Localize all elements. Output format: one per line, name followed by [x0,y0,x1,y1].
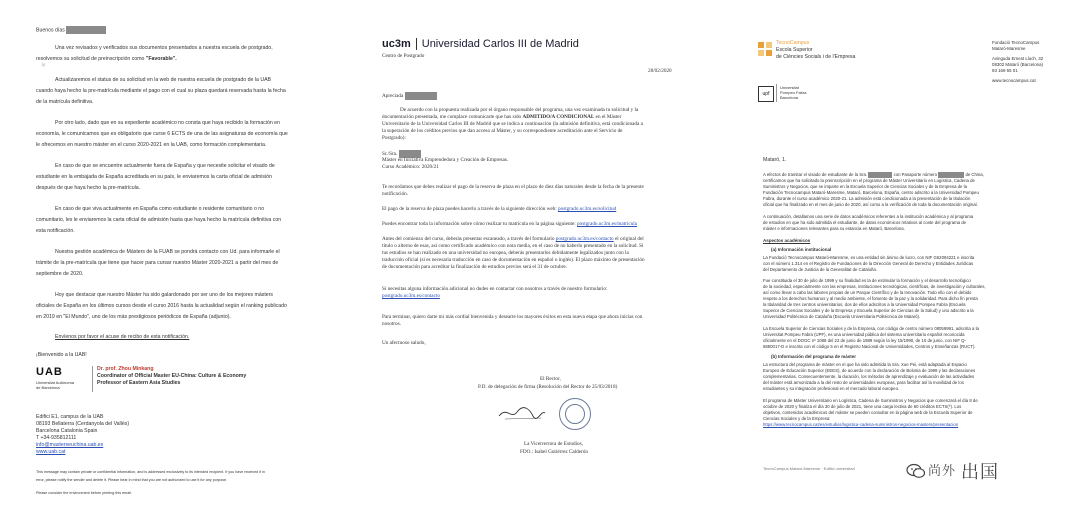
para-line: Fabra, durante el curso académico 2020-21. La admisión está condicionada a la presentación de la titulación [763,196,971,201]
para-line: con el número 1.314 en el Registro de Fundaciones de la Dirección General de Derecho y Entidades Jurídicas [763,261,974,266]
disclaimer: error, please notify the sender and delete it. Please bear in mind that you are not authorized to use it for any purpose. [36,478,228,482]
para-line: El pago de la reserva de plaza puedes hacerlo a través de la siguiente dirección web: postgrado.uc3m.es/solicitud [382,206,617,212]
address-line: T +34-935812111 [36,435,77,441]
upf-logo-icon: upf [758,86,774,102]
address-line: Barcelona Catalonia Spain [36,428,98,434]
para-line: en 2019 en "El Mundo", uno de los más prestigiosos periódicos de España (adjunto). [36,314,231,320]
closing: Un afectuoso saludo, [382,340,426,346]
uc3m-logo: uc3m [382,38,411,50]
para-line: En caso de que viva actualmente en España como estudiante o residente comunitario o no [55,206,265,212]
para-line: septiembre de 2020. [36,271,84,277]
para-line: 5850017-D e inscrita con el código 5 en el Registro Nacional de Universidades, Centros y Enseñanzas (RUCT). [763,344,976,349]
uab-logo: UAB [36,366,63,378]
para-line: esta notificación. [36,228,75,234]
para-line: Universitario de la Universidad Carlos III de Madrid que se indica a continuación (la admisión definitiva, está condicionada a [382,121,643,127]
para-line: Nuestra gestión académica de Másters de la FUAB se pondrá contacto con Ud. para informarle el [55,249,280,255]
signer-title: La Vicerrectora de Estudios, [524,441,583,447]
address-line: 08302 Mataró (Barcelona) [992,62,1044,67]
para-line: de la sociedad, especialmente con las empresas, instituciones tecnológicas, científicas, de investigación y culturales, [763,284,986,289]
para-line: economía, le comunicamos que es obligatorio que curse 6 ECTS de una de las asignaturas de economía que [36,131,288,137]
address-line: Mataró-Maresme [992,46,1026,51]
tecnocampus-letter [716,0,1080,525]
disclaimer: This message may contain private or confidential information, and is addressed exclusively to its intended recipient. If you have received it in [36,470,265,474]
para-line: Hoy que destacar que nuestro Máster ha sido galardonado por ser uno de los mejores másters [55,292,273,298]
page-footer: TecnoCampus Mataró-Maresme · Edifici universitari [763,466,855,471]
place-date: Mataró, 1. [763,157,787,163]
letter-date: 28/02/2020 [648,68,672,74]
rector-label: El Rector, [540,376,561,382]
wechat-icon [906,463,926,479]
para-line: Antes del comienzo del curso, deberás presentar escaneado, a través del formulario postgrado.uc3m.es/contacto el original del [382,236,644,242]
para-line: así como llevar a cabo las labores propias de un Parque Científico y de la Innovación. Todo ello con el debido [763,290,972,295]
para-line: Europeo de Educación Superior (EEES), de acuerdo con la declaración de Bolonia de 1999 y las declaraciones [763,368,976,373]
para-line: de documentación para acreditar la finalización de estudios previos será el 31 de octubre. [382,264,567,270]
redaction [66,26,106,34]
address-line: Fundació TecnoCampus [992,40,1040,45]
subsection-heading: (b) Información del programa de máster [771,354,857,359]
para-line: De acuerdo con la propuesta realizada por el órgano responsable del programa, una vez examinada tu solicitud y la [400,107,639,113]
upf-name: Universitat [780,85,799,90]
department: Centro de Postgrado [382,53,425,59]
signature-name: Dr. prof. Zhou Minkang [97,366,154,372]
para-line: máster e informaciones relevantes para su estancia en Mataró, Barcelona. [763,226,905,231]
wechat-account-name: 出国 [961,462,999,482]
para-line: Por otro lado, dado que en su expediente académico no consta que haya recibido la formación en [55,120,280,126]
signature-image [497,404,547,422]
uc3m-admission-letter [362,0,707,525]
upf-name: Pompeu Fabra [780,90,807,95]
para-line: Ciencias Sociales y de la Empresa: [763,416,831,421]
para-line: respeto a los derechos humanos y al medio ambiente, el fomento de la paz y la solidaridad. Para dicho fin presta [763,296,978,301]
disclaimer: Please consider the environment before printing this email. [36,491,132,495]
wechat-account-prefix: 尚外 [928,463,957,478]
university-name: Universidad Carlos III de Madrid [421,38,579,50]
address-line: 08193 Bellaterra (Cerdanyola del Vallès) [36,421,130,427]
para-line: La estructura del programa de máster en el que ha sido admitida la Sra. Xue Pei, está adaptada al Espacio [763,362,967,367]
para-line: documentación presentada, me complace comunicarte que has sido ADMITIDO/A CONDICIONAL en el Máster [382,114,622,120]
para-line: Si necesitas alguna información adicional no dudes en contactar con nosotros a través de nuestro formulario: [382,286,608,292]
contact-form-link[interactable]: postgrado.uc3m.es/contacto [382,293,440,299]
para-line: después de que haya hecho la pre-matrícula. [36,185,141,191]
para-line: la titularidad de tres centros universitarios, dos de ellos adscritos a la Universidad Pompeu Fabra (Escuela [763,302,966,307]
para-line: objetivos, contenidos académicos del máster se pueden consultar en la página web de la Escuela Superior de [763,410,973,415]
para-line: oficiales de España en los últimos cursos desde el curso 2016 hasta la actualidad según el ranking publicado [36,303,287,309]
para-line: título o alterno de esas, así como certificado académico con nota media, en el caso de no haberlo presentado en la solicitud. Si [382,243,644,249]
signature-role: Coordinator of Official Master EU-China: Culture & Economy [97,373,247,379]
para-line: del Departamento de Justicia de la Generalitat de Cataluña. [763,267,877,272]
para-line: la superación de los créditos previos que dan acceso al Máster, y su correspondiente acreditación ante el Servicio de [382,128,623,134]
logo-subtitle: Universitat Autònoma [36,380,75,385]
salutation: Apreciada [382,92,437,101]
section-heading: Aspectos académicos [763,238,811,243]
email-link[interactable]: info@masterseuchina.uab.es [36,442,104,448]
payment-link[interactable]: postgrado.uc3m.es/solicitud [558,206,617,212]
para-line: Fundación Tecnocampus Mataró-Maresme, Mataró, Barcelona, España, centro adscrito a la Universidad Pompeu [763,190,979,195]
para-line: oficial que ha finalizado en el mes de junio de 2020, así como a la verificación de toda la documentación original. [763,202,978,207]
para-line: En caso de que se encuentre actualmente fuera de España y que necesite solicitar el visado de [55,163,275,169]
para-line: Suministros y Negocios, que se imparte en la Escuela Superior de Ciencias Sociales y de la Empresa de la [763,184,967,189]
watermark: ✦ [38,58,50,72]
logo-subtitle: de Barcelona [36,385,60,390]
acknowledge-request: Envíenos por favor el acuse de recibo de esta notificación. [55,334,190,340]
para-line: tus estudios se han realizado en una universidad no europea, deberás presentarlos debidamente legalizados junto con la [382,250,629,256]
divider [92,366,93,392]
upf-name: Barcelona [780,95,799,100]
para-line: del máster está armonizada a la del resto de universidades europeas, para facilitar así la movilidad de los [763,380,964,385]
university-seal [559,398,591,430]
contact-link[interactable]: postgrado.uc3m.es/contacto [555,236,614,242]
para-line: oficialmente en el DOGC nº 1088 del 22 de junio de 1989 según la ley 15/1990, de 10 de junio, con NIF Q- [763,338,966,343]
para-line: traducción oficial (si es necesaria traducción en caso de documentación en español o inglés). El plazo máximo de presentación [382,257,645,263]
para-line: certificamos que ha solicitado la preinscripción en el programa de Máster Universitario en Logística, Cadena de [763,178,975,183]
signature-role: Professor of Eastern Asia Studies [97,380,181,386]
para-line: Te recordamos que debes realizar el pago de la reserva de plaza en el plazo de diez días naturales desde la fecha de la presente [382,184,644,190]
delegation-note: P.D. de delegación de firma (Resolución del Rector de 25/03/2018) [478,384,618,390]
para-line: le ofrecemos en nuestro máster en el curso 2020-2021 en la UAB, como formación complementaria. [36,142,267,148]
uab-email-document [0,0,353,525]
enrollment-link[interactable]: postgrado.uc3m.es/matricula [577,221,637,227]
para-line: Universitat Pompeu Fabra (UPF), es una universidad pública del sistema universitario español reconocida [763,332,965,337]
tecnocampus-logo-icon [758,42,772,56]
para-line: complementarias. Consecuentemente, la duración, los métodos de aprendizaje y evaluación de las actividades [763,374,975,379]
para-line: El programa de Máster Universitario en Logística, Cadena de Suministros y Negocios que comenzará el día 8 de [763,398,978,403]
para-line: Una vez revisados y verificados sus documentos presentados a nuestra escuela de postgrado, [55,45,273,51]
subsection-heading: (a) Información institucional [771,247,832,252]
website-link[interactable]: www.uab.cat [36,449,66,455]
para-line: Actualizaremos el status de su solicitud en la web de nuestra escuela de postgrado de la UAB [55,77,271,83]
brand-school: de Ciències Socials i de l'Empresa [776,54,856,60]
master-name: Máster en Iniciativa Emprendedora y Creación de Empresas. [382,157,509,163]
para-line: Puedes encontrar toda la información sobre cómo realizar tu matrícula en la página siguiente: postgrado.uc3m.es/matricula [382,221,637,227]
para-line: Postgrado): [382,135,406,141]
para-line: de la matrícula definitiva. [36,99,94,105]
para-line: Superior de Ciencias Sociales y de la Empresa y Escuela Superior de Ciencias de la Salud) y uno adscrito a la [763,308,974,313]
academic-year: Curso Académico: 2020/21 [382,164,439,170]
para-line: octubre de 2020 y finaliza el día 30 de julio de 2021, tiene una carga lectiva de 60 créditos ECTS(*). Los [763,404,962,409]
para-line: nosotros. [382,321,401,327]
para-line: de estudios en que ha sido admitida el estudiante, de datos económicos relativos al coste del programa de [763,220,967,225]
para-line: La Escuela Superior de Ciencias Sociales y de la Empresa, con código de centro número 08059991, adscrita a la [763,326,979,331]
para-line: resolvemos su solicitud de preinscripción como "Favorable". [36,56,177,62]
para-line: estudiantes y su integración profesional en el mercado laboral europeo. [763,386,900,391]
para-line: notificación. [382,191,409,197]
program-link[interactable]: https://www.tecnocampus.cat/es/estudios/logistica-cadena-suministros-negocios-masters/presentacion [763,422,959,427]
website: www.tecnocampus.cat [992,78,1036,83]
greeting: Buenos días [36,26,106,35]
para-line: comunitario, les le enviaremos la carta oficial de admisión hasta que haya hecho la matrícula definitiva con [36,217,282,223]
address-line: Avinguda Ernest Lluch, 32 [992,56,1044,61]
uc3m-header [382,38,579,50]
recipient: Sr./Sra. [382,150,421,159]
brand-school: Escola Superior [776,47,813,53]
para-line: Fue constituida el 30 de julio de 1999 y su finalidad es la de estimular la formación y el desarrollo tecnológico [763,278,971,283]
para-line: Universidad Politécnica de Cataluña (Escuela Universitaria Politécnica de Mataró). [763,314,921,319]
divider [776,84,777,102]
brand-name: TecnoCampus [776,40,810,46]
address-line: Edifici E1, campus de la UAB [36,414,104,420]
para-line: cuando haya hecho la pre-matrícula mediante el pago con el cual su plaza quedará reservada hasta la fecha [36,88,286,94]
para-line: Para terminar, quiero darte mi más cordial bienvenida y desearte los mayores éxitos en esta nueva etapa que ahora inicias con [382,314,643,320]
welcome-line: ¡Bienvenido a la UAB! [36,352,87,358]
phone: 93 169 65 01 [992,68,1018,73]
para-line: La Fundació Tecnocampus Mataró-Maresme, es una entidad sin ánimo de lucro, con NIF G62094221 e inscrita [763,255,975,260]
redaction [405,92,437,100]
para-line: estudiante en la embajada de España acreditada en su país, le enviaremos la carta oficial de admisión [36,174,272,180]
para-line: A efectos de tramitar el visado de estudiante de la Sra. con Pasaporte número de China, [763,172,984,178]
signer-name: FDO.: Isabel Gutiérrez Calderón [520,449,588,455]
para-line: trámite de la pre-matrícula que tiene que hacer para cursar nuestro Máster 2020-2021 a partir del mes de [36,260,279,266]
para-line: A continuación, detallamos una serie de datos académicos referentes a la institución académica y al programa [763,214,974,219]
